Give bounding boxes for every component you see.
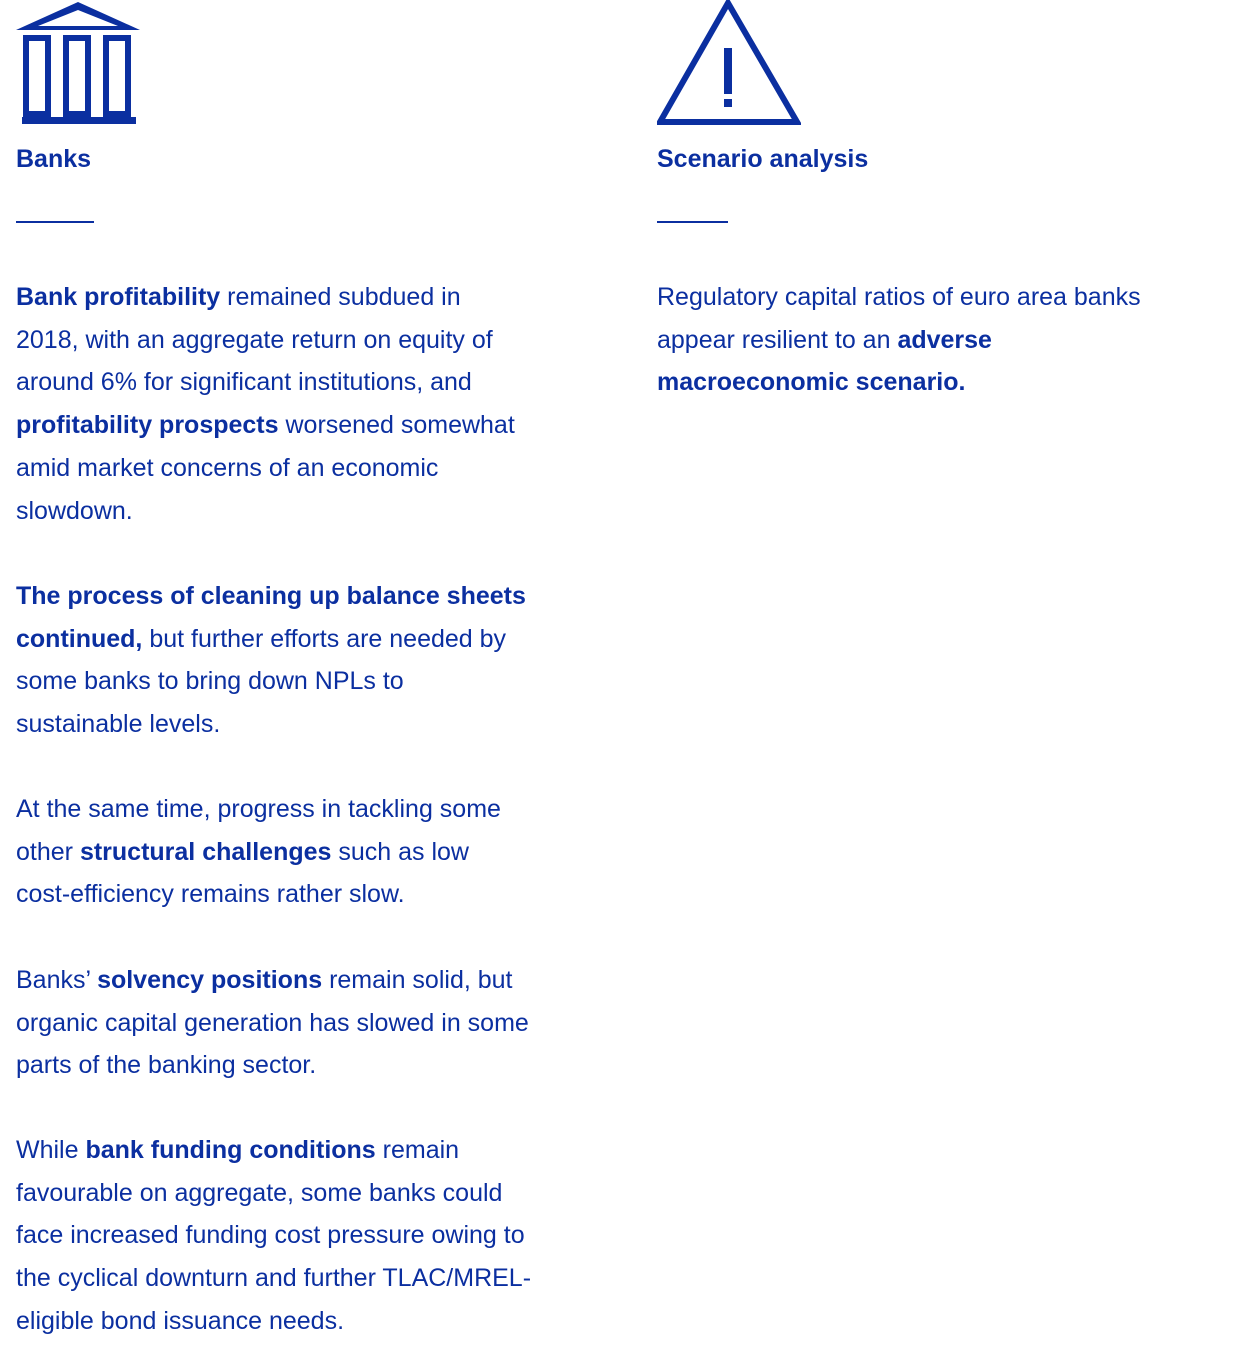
bold-phrase: Bank profitability [16, 283, 221, 311]
bold-phrase: profitability prospects [16, 411, 279, 440]
bold-phrase: continued, [16, 624, 143, 653]
bold-phrase: solvency positions [97, 966, 323, 994]
bold-phrase: structural challenges [79, 837, 332, 866]
paragraph-solvency: Banks’ solvency positions remain solid, but organic capital generation has slowed in some parts of the banking sector. [16, 966, 529, 1080]
paragraph-profitability: Bank profitability remained subdued in 2018, with an aggregate return on equity of around 6% for significant institutions, and profitability prospects worsened somewhat amid market concerns of an economic slowdown. [16, 283, 515, 525]
paragraph-scenario: Regulatory capital ratios of euro area banks appear resilient to an adverse macroeconomic scenario. [657, 283, 1141, 397]
bold-phrase: bank funding conditions [85, 1136, 376, 1164]
bold-phrase: macroeconomic scenario. [657, 368, 966, 397]
paragraph-structural-challenges: At the same time, progress in tackling some other structural challenges such as low cost-efficiency remains rather slow. [16, 795, 501, 909]
warning-triangle-icon [657, 0, 801, 128]
bank-building-icon [16, 0, 144, 128]
bold-phrase: adverse [897, 325, 992, 354]
section-heading-scenario: Scenario analysis [657, 145, 869, 173]
bold-phrase: The process of cleaning up balance sheets [16, 582, 526, 610]
paragraph-balance-sheets: The process of cleaning up balance sheets continued, but further efforts are needed by some banks to bring down NPLs to sustainable levels. [16, 582, 526, 739]
heading-underline [16, 221, 94, 223]
heading-underline [657, 221, 728, 223]
paragraph-funding: While bank funding conditions remain favourable on aggregate, some banks could face increased funding cost pressure owing to the cyclical downturn and further TLAC/MREL- eligible bond issuance needs. [16, 1136, 532, 1335]
section-heading-banks: Banks [16, 145, 92, 173]
